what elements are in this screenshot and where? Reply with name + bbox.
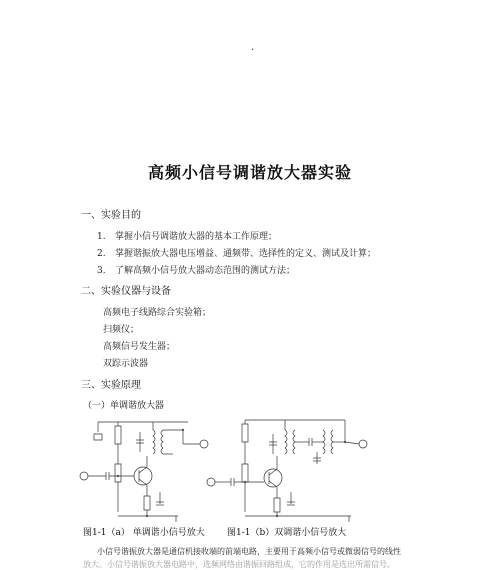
equipment-item: 高频信号发生器；: [103, 342, 176, 352]
objective-item: [97, 229, 277, 242]
equipment-item: 高频电子线路综合实验箱；: [103, 308, 212, 318]
objective-item: [97, 263, 295, 276]
body-paragraph-line: 小信号谐振放大器是通信机接收端的前端电路，主要用于高频小信号或微弱信号的线性: [97, 547, 401, 556]
section-heading-objectives: 一、实验目的: [81, 210, 141, 221]
item-number: 1.: [97, 232, 106, 242]
item-text: 掌握小信号调谐放大器的基本工作原理；: [115, 232, 278, 242]
single-tuned-amplifier-schematic: [78, 412, 218, 524]
section-heading-principle: 三、实验原理: [81, 380, 141, 391]
objective-item: [97, 246, 376, 259]
header-mark: .: [251, 42, 255, 53]
item-number: 2.: [97, 249, 106, 259]
body-paragraph-line-cutoff: 放大。小信号谐振放大器电路中，选频网络由谐振回路组成，它的作用是选出所需信号。: [83, 560, 395, 569]
equipment-item: 扫频仪；: [103, 325, 140, 335]
subsection-heading: （一）单调谐放大器: [83, 401, 165, 411]
double-tuned-amplifier-schematic: [205, 412, 370, 524]
document-title: 高频小信号调谐放大器实验: [147, 163, 352, 182]
equipment-item: 双踪示波器: [103, 359, 149, 369]
figure-b-caption: 图1-1（b）双调谐小信号放大: [227, 528, 347, 538]
item-text: 了解高频小信号放大器动态范围的测试方法；: [115, 266, 296, 276]
figure-a-caption: 图1-1（a） 单调谐小信号放大: [83, 528, 205, 538]
section-heading-equipment: 二、实验仪器与设备: [81, 286, 171, 297]
item-number: 3.: [97, 266, 106, 276]
item-text: 掌握谐振放大器电压增益、通频带、选择性的定义、测试及计算；: [115, 249, 377, 259]
